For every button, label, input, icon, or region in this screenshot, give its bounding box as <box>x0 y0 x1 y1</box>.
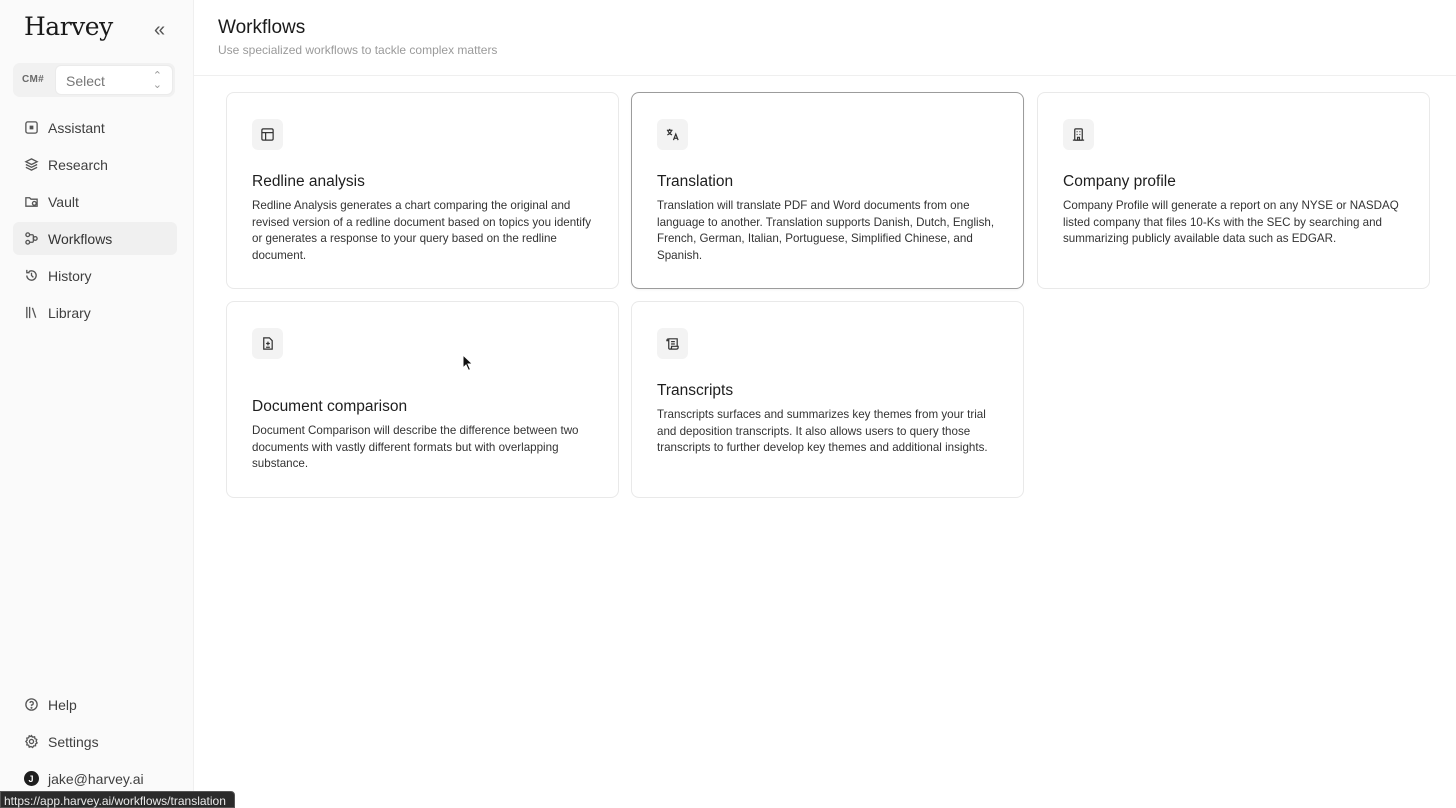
workflow-card-document-comparison[interactable] <box>226 301 619 498</box>
workflow-card-company-profile[interactable] <box>1037 92 1430 289</box>
card-description: Document Comparison will describe the difference between two documents with vastly different formats but with overlapping substance. <box>252 424 579 470</box>
sidebar-item-label: Vault <box>48 193 79 210</box>
card-title: Transcripts <box>657 382 734 399</box>
workflow-card-translation[interactable] <box>631 92 1024 289</box>
sidebar-item-library[interactable] <box>13 296 177 329</box>
chevron-up-down-icon: ⌃ ⌄ <box>152 70 162 91</box>
sidebar-item-label: Library <box>48 304 91 321</box>
page-subtitle: Use specialized workflows to tackle complex matters <box>218 43 498 57</box>
client-matter-select[interactable] <box>55 65 173 95</box>
library-icon <box>23 305 39 321</box>
sidebar-item-vault[interactable] <box>13 185 177 218</box>
workflow-card-transcripts[interactable] <box>631 301 1024 498</box>
scroll-icon <box>657 328 688 359</box>
sidebar-item-label: Workflows <box>48 230 113 247</box>
harvey-logo[interactable]: Harvey <box>24 12 113 41</box>
document-icon <box>252 328 283 359</box>
history-icon <box>23 268 39 284</box>
card-title: Document comparison <box>252 398 408 415</box>
sidebar-item-label: Help <box>48 696 77 713</box>
sidebar-item-workflows[interactable] <box>13 222 177 255</box>
card-title: Company profile <box>1063 173 1176 190</box>
sidebar <box>0 0 194 808</box>
card-description: Transcripts surfaces and summarizes key themes from your trial and deposition transcripts. It also allows users to query those transcripts to further develop key themes and additional insights. <box>657 408 988 454</box>
sidebar-item-label: Assistant <box>48 119 105 136</box>
browser-status-url: https://app.harvey.ai/workflows/translation <box>0 791 235 808</box>
folder-icon <box>23 194 39 210</box>
translate-icon <box>657 119 688 150</box>
assistant-icon <box>23 120 39 136</box>
sidebar-item-label: Settings <box>48 733 99 750</box>
help-icon <box>23 697 39 713</box>
workflow-card-redline-analysis[interactable] <box>226 92 619 289</box>
client-matter-select-value: Select <box>66 73 105 89</box>
sidebar-item-help[interactable] <box>13 688 177 721</box>
card-title: Redline analysis <box>252 173 365 190</box>
table-icon <box>252 119 283 150</box>
card-description: Company Profile will generate a report on any NYSE or NASDAQ listed company that files 10-Ks with the SEC by searching and summarizing publicly available data such as EDGAR. <box>1063 199 1399 245</box>
sidebar-nav <box>13 111 177 333</box>
page-title: Workflows <box>218 17 306 38</box>
user-email: jake@harvey.ai <box>48 770 144 787</box>
sidebar-bottom-nav <box>13 688 177 799</box>
mouse-cursor-icon <box>462 354 474 372</box>
sidebar-item-label: History <box>48 267 92 284</box>
settings-icon <box>23 734 39 750</box>
building-icon <box>1063 119 1094 150</box>
card-title: Translation <box>657 173 734 190</box>
card-description: Redline Analysis generates a chart comparing the original and revised version of a redline document based on topics you identify or generates a response to your query based on the redline document. <box>252 199 591 262</box>
card-description: Translation will translate PDF and Word documents from one language to another. Translation supports Danish, Dutch, English, French, German, Italian, Portuguese, Simplified Chinese, and Spanish. <box>657 199 995 262</box>
sidebar-item-history[interactable] <box>13 259 177 292</box>
client-matter-tag: CM# <box>22 74 45 85</box>
sidebar-item-research[interactable] <box>13 148 177 181</box>
sidebar-item-assistant[interactable] <box>13 111 177 144</box>
page-header <box>194 0 1456 76</box>
layers-icon <box>23 157 39 173</box>
workflow-icon <box>23 231 39 247</box>
collapse-sidebar-button[interactable]: « <box>154 19 166 41</box>
client-matter-selector <box>13 63 175 97</box>
avatar: J <box>24 771 39 786</box>
sidebar-item-settings[interactable] <box>13 725 177 758</box>
sidebar-item-label: Research <box>48 156 108 173</box>
